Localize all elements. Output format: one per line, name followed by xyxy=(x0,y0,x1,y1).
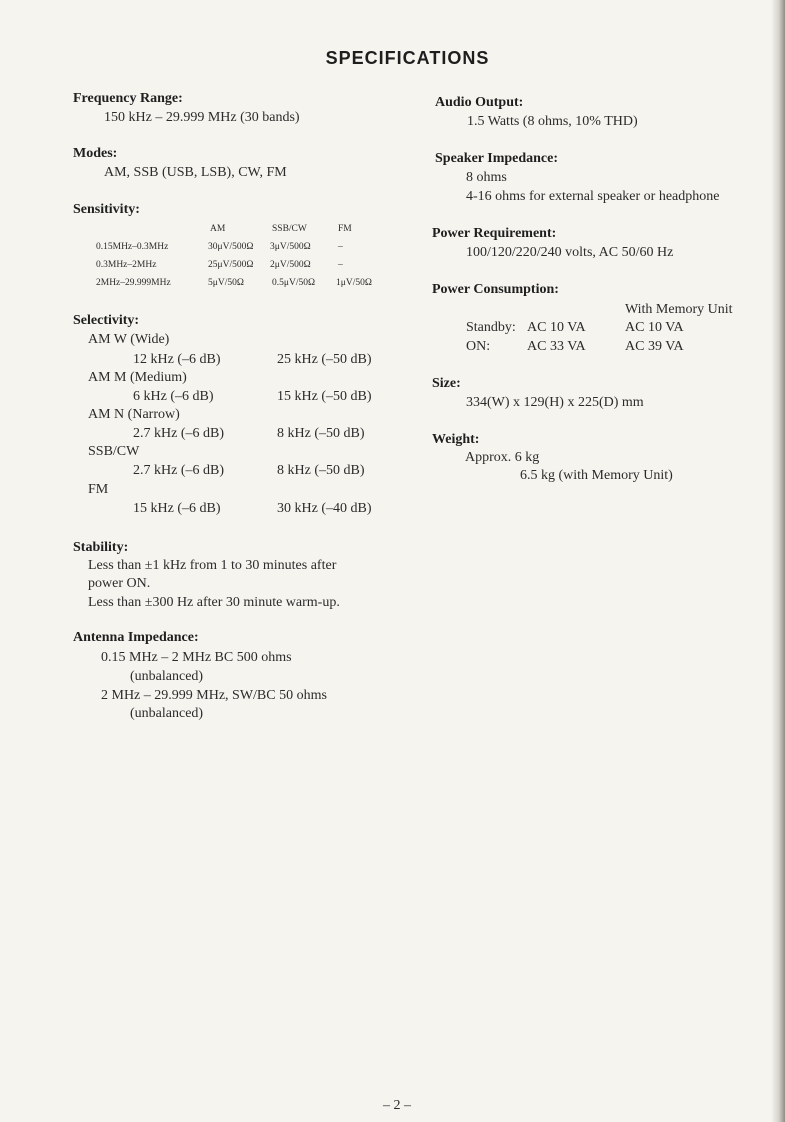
sensitivity-cell: 1μV/50Ω xyxy=(336,278,372,288)
selectivity-label: AM M (Medium) xyxy=(88,370,187,385)
power-consumption-heading: Power Consumption: xyxy=(432,282,559,297)
stability-line: Less than ±1 kHz from 1 to 30 minutes after xyxy=(88,558,337,573)
sensitivity-cell: 2MHz–29.999MHz xyxy=(96,278,171,288)
stability-line: Less than ±300 Hz after 30 minute warm-up. xyxy=(88,595,340,610)
weight-heading: Weight: xyxy=(432,432,480,447)
speaker-heading: Speaker Impedance: xyxy=(435,151,559,166)
antenna-line: (unbalanced) xyxy=(130,669,204,684)
frequency-range-value: 150 kHz – 29.999 MHz (30 bands) xyxy=(104,110,300,125)
selectivity-label: AM W (Wide) xyxy=(88,332,170,347)
selectivity-value: 2.7 kHz (–6 dB) xyxy=(133,463,224,478)
on-memory-value: AC 39 VA xyxy=(625,339,684,354)
audio-output-value: 1.5 Watts (8 ohms, 10% THD) xyxy=(467,114,638,129)
power-requirement-heading: Power Requirement: xyxy=(432,226,557,241)
audio-output-heading: Audio Output: xyxy=(435,95,524,110)
sensitivity-col-header: FM xyxy=(338,224,352,234)
weight-line: 6.5 kg (with Memory Unit) xyxy=(520,468,673,483)
selectivity-label: AM N (Narrow) xyxy=(88,407,180,422)
selectivity-value: 30 kHz (–40 dB) xyxy=(277,501,372,516)
stability-heading: Stability: xyxy=(73,540,129,555)
sensitivity-cell: 25μV/500Ω xyxy=(208,260,254,270)
sensitivity-cell: 0.3MHz–2MHz xyxy=(96,260,157,270)
antenna-heading: Antenna Impedance: xyxy=(73,630,199,645)
sensitivity-col-header: AM xyxy=(210,224,226,234)
weight-line: Approx. 6 kg xyxy=(465,450,540,465)
selectivity-heading: Selectivity: xyxy=(73,313,140,328)
antenna-line: (unbalanced) xyxy=(130,706,204,721)
memory-unit-header: With Memory Unit xyxy=(625,302,733,317)
page-edge-shadow xyxy=(771,0,785,1122)
selectivity-value: 6 kHz (–6 dB) xyxy=(133,389,214,404)
speaker-line: 4-16 ohms for external speaker or headphone xyxy=(466,189,720,204)
selectivity-value: 25 kHz (–50 dB) xyxy=(277,352,372,367)
page-title: SPECIFICATIONS xyxy=(325,48,490,68)
sensitivity-cell: 2μV/500Ω xyxy=(270,260,311,270)
standby-label: Standby: xyxy=(466,320,516,335)
size-value: 334(W) x 129(H) x 225(D) mm xyxy=(466,395,644,410)
sensitivity-cell: – xyxy=(338,260,343,270)
sensitivity-cell: 30μV/500Ω xyxy=(208,242,254,252)
sensitivity-cell: 5μV/50Ω xyxy=(208,278,244,288)
antenna-line: 2 MHz – 29.999 MHz, SW/BC 50 ohms xyxy=(101,688,327,703)
sensitivity-cell: 0.5μV/50Ω xyxy=(272,278,316,288)
on-value: AC 33 VA xyxy=(527,339,586,354)
selectivity-value: 15 kHz (–6 dB) xyxy=(133,501,221,516)
selectivity-value: 2.7 kHz (–6 dB) xyxy=(133,426,224,441)
sensitivity-col-header: SSB/CW xyxy=(272,224,307,234)
sensitivity-cell: 3μV/500Ω xyxy=(270,242,311,252)
selectivity-value: 8 kHz (–50 dB) xyxy=(277,463,365,478)
selectivity-label: FM xyxy=(88,482,109,497)
frequency-range-heading: Frequency Range: xyxy=(73,91,183,106)
selectivity-value: 15 kHz (–50 dB) xyxy=(277,389,372,404)
selectivity-label: SSB/CW xyxy=(88,444,140,459)
speaker-line: 8 ohms xyxy=(466,170,507,185)
modes-heading: Modes: xyxy=(73,146,118,161)
on-label: ON: xyxy=(466,339,491,354)
antenna-line: 0.15 MHz – 2 MHz BC 500 ohms xyxy=(101,650,292,665)
power-requirement-value: 100/120/220/240 volts, AC 50/60 Hz xyxy=(466,245,674,260)
size-heading: Size: xyxy=(432,376,461,391)
selectivity-value: 8 kHz (–50 dB) xyxy=(277,426,365,441)
standby-value: AC 10 VA xyxy=(527,320,586,335)
page-number: – 2 – xyxy=(383,1098,411,1113)
standby-memory-value: AC 10 VA xyxy=(625,320,684,335)
sensitivity-cell: – xyxy=(338,242,343,252)
modes-value: AM, SSB (USB, LSB), CW, FM xyxy=(104,165,287,180)
stability-line: power ON. xyxy=(88,576,151,591)
sensitivity-cell: 0.15MHz–0.3MHz xyxy=(96,242,169,252)
selectivity-value: 12 kHz (–6 dB) xyxy=(133,352,221,367)
sensitivity-heading: Sensitivity: xyxy=(73,202,140,217)
